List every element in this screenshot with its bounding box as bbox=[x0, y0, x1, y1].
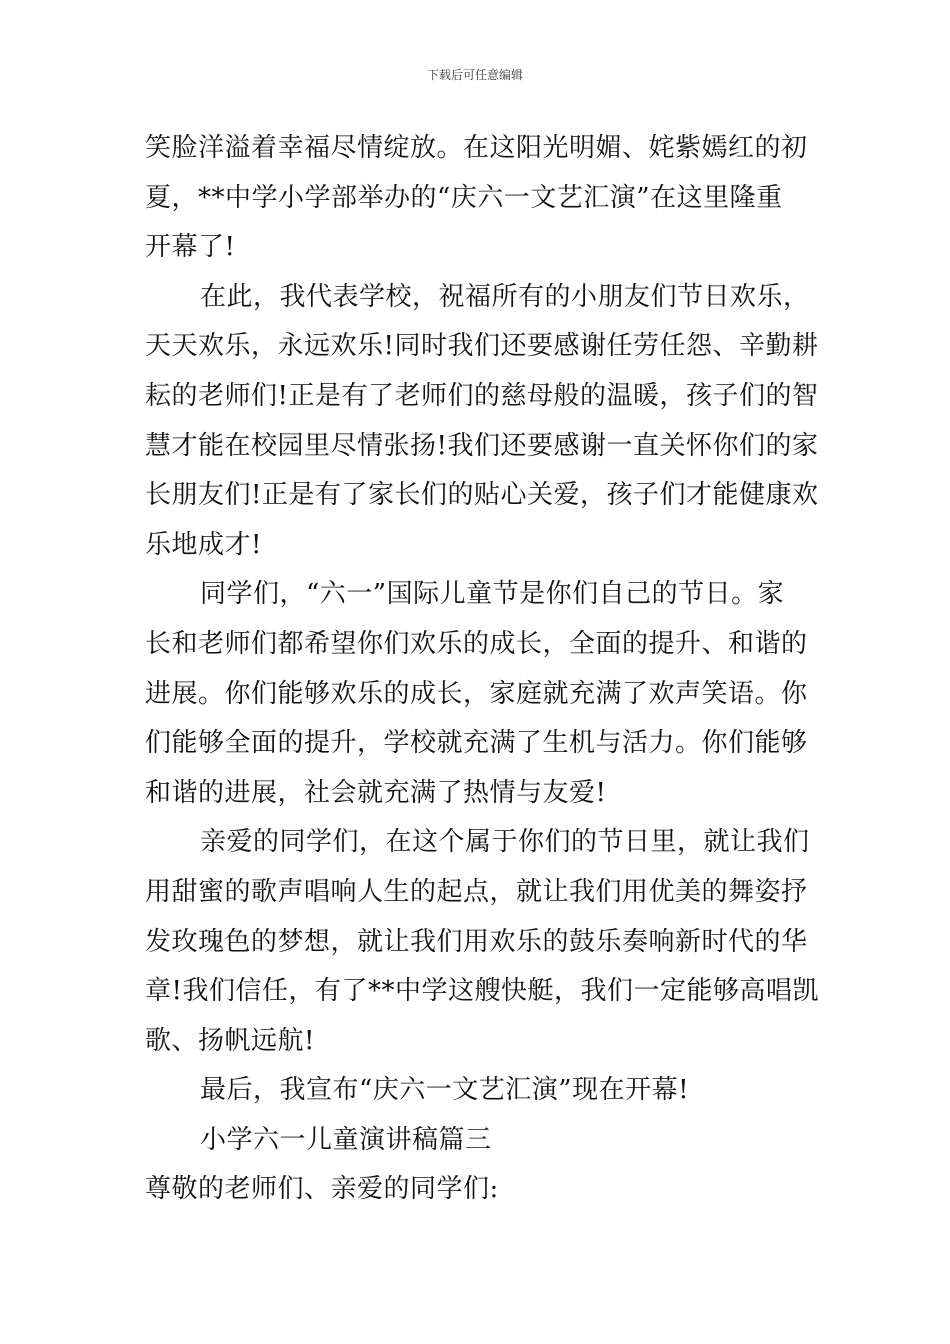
paragraph bbox=[145, 273, 819, 571]
text-line: 歌、扬帆远航! bbox=[145, 1025, 315, 1056]
salutation bbox=[145, 1165, 810, 1215]
text-line: 耘的老师们!正是有了老师们的慈母般的温暖，孩子们的智 bbox=[145, 380, 819, 411]
text-line: 乐地成才! bbox=[145, 529, 262, 560]
text-line: 笑脸洋溢着幸福尽情绽放。在这阳光明媚、姹紫嫣红的初 bbox=[145, 133, 808, 163]
paragraph bbox=[145, 1066, 810, 1116]
text-line: 同学们，“六一”国际儿童节是你们自己的节日。家 bbox=[200, 579, 785, 610]
text-line: 尊敬的老师们、亲爱的同学们: bbox=[145, 1174, 499, 1205]
document-body bbox=[145, 124, 819, 1215]
paragraph bbox=[145, 124, 810, 273]
text-line: 进展。你们能够欢乐的成长，家庭就充满了欢声笑语。你 bbox=[145, 678, 808, 709]
text-line: 们能够全面的提升，学校就充满了生机与活力。你们能够 bbox=[145, 728, 808, 759]
paragraph bbox=[145, 818, 819, 1066]
text-line: 慧才能在校园里尽情张扬!我们还要感谢一直关怀你们的家 bbox=[145, 430, 819, 461]
text-line: 发玫瑰色的梦想，就让我们用欢乐的鼓乐奏响新时代的华 bbox=[145, 926, 808, 957]
text-line: 夏，**中学小学部举办的“庆六一文艺汇演”在这里隆重 bbox=[145, 182, 783, 213]
text-line: 章!我们信任，有了**中学这艘快艇，我们一定能够高唱凯 bbox=[145, 976, 819, 1007]
text-line: 小学六一儿童演讲稿篇三 bbox=[200, 1124, 492, 1155]
page-header: 下载后可任意编辑 bbox=[426, 68, 523, 82]
section-heading bbox=[145, 1116, 810, 1166]
text-line: 最后，我宣布“庆六一文艺汇演”现在开幕! bbox=[200, 1075, 690, 1106]
text-line: 亲爱的同学们，在这个属于你们的节日里，就让我们 bbox=[200, 827, 810, 858]
paragraph bbox=[145, 570, 810, 818]
text-line: 用甜蜜的歌声唱响人生的起点，就让我们用优美的舞姿抒 bbox=[145, 876, 808, 907]
text-line: 开幕了! bbox=[145, 232, 236, 263]
text-line: 和谐的进展，社会就充满了热情与友爱! bbox=[145, 777, 607, 808]
text-line: 长和老师们都希望你们欢乐的成长，全面的提升、和谐的 bbox=[145, 628, 808, 659]
text-line: 在此，我代表学校，祝福所有的小朋友们节日欢乐， bbox=[200, 281, 810, 312]
text-line: 天天欢乐，永远欢乐!同时我们还要感谢任劳任怨、辛勤耕 bbox=[145, 331, 819, 362]
text-line: 长朋友们!正是有了家长们的贴心关爱，孩子们才能健康欢 bbox=[145, 480, 819, 511]
